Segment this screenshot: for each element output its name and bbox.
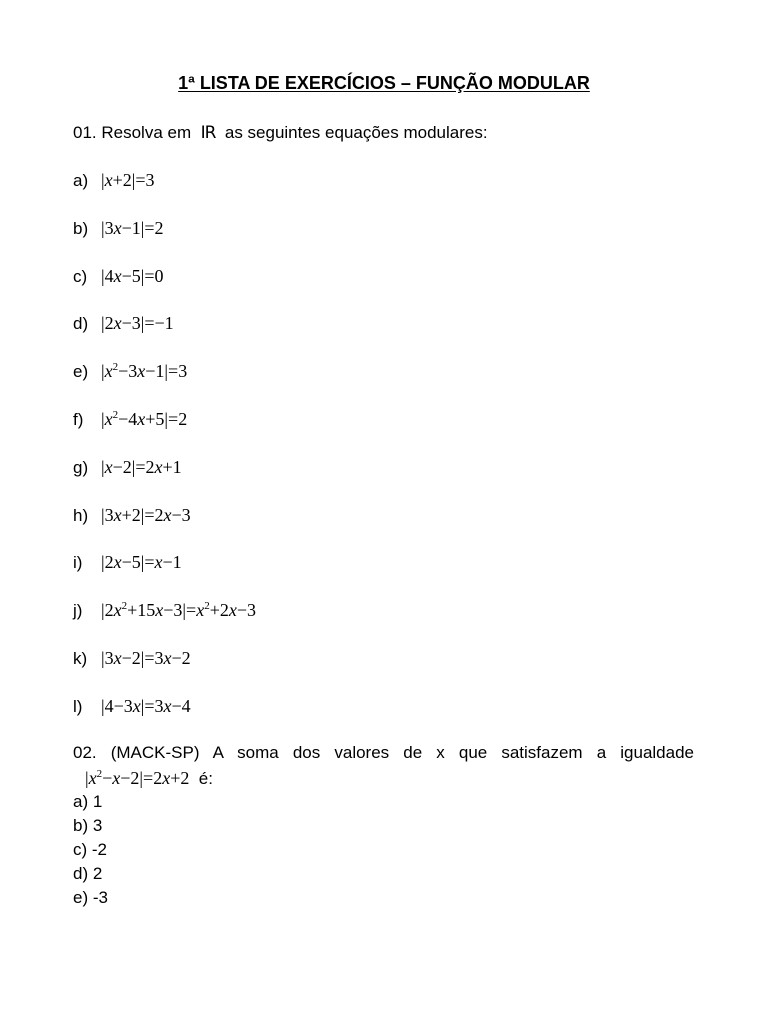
real-numbers-set-symbol: IR bbox=[200, 123, 216, 143]
question-2-equation-suffix: é: bbox=[198, 769, 213, 788]
equation-item-label: h) bbox=[73, 505, 89, 525]
equation-item bbox=[73, 358, 187, 385]
question-1-intro-start: 01. Resolva em bbox=[73, 123, 192, 142]
question-2-equation bbox=[85, 765, 213, 792]
equation-rhs: 2x+1 bbox=[145, 456, 182, 477]
equation-item bbox=[73, 693, 191, 720]
equation-lhs: |3x−1| bbox=[101, 217, 145, 238]
equation-rhs: 3x−4 bbox=[154, 695, 191, 716]
equals-sign: = bbox=[168, 361, 179, 382]
equals-sign: = bbox=[144, 217, 155, 238]
equation-item-label: g) bbox=[73, 457, 89, 477]
equation-rhs: 2 bbox=[178, 409, 188, 429]
equation-item bbox=[73, 406, 187, 433]
equation-lhs: |4x−5| bbox=[101, 265, 145, 286]
answer-option: e) -3 bbox=[73, 888, 108, 907]
equation-item bbox=[73, 549, 182, 576]
equals-sign: = bbox=[144, 265, 155, 286]
page-title: 1ª LISTA DE EXERCÍCIOS – FUNÇÃO MODULAR bbox=[178, 73, 590, 93]
equation-lhs: |4−3x| bbox=[101, 695, 145, 716]
equals-sign: = bbox=[143, 768, 154, 788]
answer-option: b) 3 bbox=[73, 816, 103, 835]
question-2-equation-lhs: $|x^2-x-2|$ bbox=[85, 768, 144, 788]
equation-item bbox=[73, 502, 191, 529]
equation-item-label: f) bbox=[73, 410, 84, 429]
equation-item bbox=[73, 597, 256, 624]
equation-item bbox=[73, 167, 155, 194]
equals-sign: = bbox=[144, 648, 155, 668]
equation-rhs: 0 bbox=[154, 265, 164, 286]
equation-rhs: x−1 bbox=[154, 552, 182, 573]
equation-item-label: a) bbox=[73, 171, 89, 190]
equation-lhs: $|x^2-3x-1|$ bbox=[101, 361, 169, 382]
equation-item-label: j) bbox=[73, 601, 83, 621]
equals-sign: = bbox=[144, 552, 155, 573]
equation-item-label: c) bbox=[73, 266, 88, 286]
equation-rhs: −1 bbox=[154, 313, 174, 334]
question-2-statement: 02. (MACK-SP) A soma dos valores de x que satisfazem a igualdade bbox=[73, 743, 694, 762]
answer-option: c) -2 bbox=[73, 840, 107, 859]
answer-option: d) 2 bbox=[73, 864, 103, 883]
equation-item bbox=[73, 263, 164, 290]
equation-rhs: $x^2+2x-3$ bbox=[196, 600, 256, 621]
equation-item-label: e) bbox=[73, 362, 89, 382]
equals-sign: = bbox=[135, 456, 146, 477]
equation-rhs: 3x−2 bbox=[154, 648, 191, 668]
equals-sign: = bbox=[144, 504, 155, 525]
equation-item-label: l) bbox=[73, 696, 83, 716]
equation-item-label: i) bbox=[73, 553, 83, 573]
equation-lhs: |2x−3| bbox=[101, 313, 145, 334]
equation-lhs: |3x−2| bbox=[101, 648, 145, 668]
equation-item bbox=[73, 454, 182, 481]
equation-item-label: d) bbox=[73, 314, 89, 334]
equation-item bbox=[73, 310, 174, 337]
answer-option: a) 1 bbox=[73, 792, 103, 811]
question-1-intro bbox=[73, 121, 488, 145]
equals-sign: = bbox=[144, 695, 155, 716]
equation-item-label: k) bbox=[73, 649, 88, 668]
equation-lhs: $|x^2-4x+5|$ bbox=[101, 409, 169, 429]
equation-rhs: 3 bbox=[178, 361, 188, 382]
equation-lhs: |x−2| bbox=[101, 456, 136, 477]
equation-rhs: 2 bbox=[154, 217, 164, 238]
equals-sign: = bbox=[168, 409, 179, 429]
equation-rhs: 2x−3 bbox=[154, 504, 191, 525]
equation-lhs: |2x−5| bbox=[101, 552, 145, 573]
equals-sign: = bbox=[135, 170, 146, 190]
equation-item bbox=[73, 215, 164, 242]
question-2-equation-rhs: 2x+2 bbox=[153, 768, 190, 788]
equation-lhs: |x+2| bbox=[101, 170, 136, 190]
equation-lhs: |3x+2| bbox=[101, 504, 145, 525]
equals-sign: = bbox=[144, 313, 155, 334]
equals-sign: = bbox=[186, 600, 197, 621]
equation-item bbox=[73, 645, 191, 672]
question-1-intro-end: as seguintes equações modulares: bbox=[224, 123, 488, 142]
equation-rhs: 3 bbox=[145, 170, 155, 190]
equation-lhs: $|2x^2+15x-3|$ bbox=[101, 600, 187, 621]
equation-item-label: b) bbox=[73, 218, 89, 238]
